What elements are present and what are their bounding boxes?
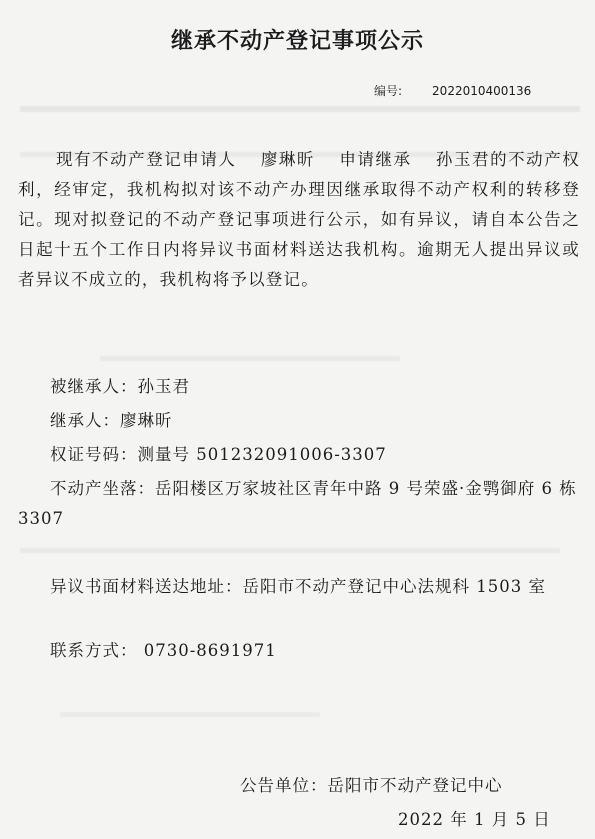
bleed-through-line (20, 548, 560, 553)
document-number (374, 82, 531, 99)
bleed-through-line (100, 356, 400, 361)
document-number-label: 编号: (374, 84, 403, 98)
applicant-name: 廖琳昕 (260, 150, 315, 169)
body-line1-prefix: 现有不动产登记申请人 (55, 150, 237, 169)
bleed-through-line (20, 106, 580, 112)
detail-cert-no: 权证号码：测量号 501232091006-3307 (50, 445, 387, 464)
bleed-through-line (60, 712, 320, 717)
decedent-name: 孙玉君 (435, 150, 491, 169)
detail-objection-address: 异议书面材料送达地址：岳阳市不动产登记中心法规科 1503 室 (50, 577, 546, 596)
document-number-value: 2022010400136 (432, 84, 532, 98)
issuer: 公告单位：岳阳市不动产登记中心 (240, 776, 503, 795)
detail-heir: 继承人：廖琳昕 (50, 411, 173, 430)
issue-date: 2022 年 1 月 5 日 (398, 810, 551, 829)
notice-body (18, 145, 580, 295)
page-title: 继承不动产登记事项公示 (170, 29, 424, 54)
body-rest: 的不动产权利，经审定，我机构拟对该不动产办理因继承取得不动产权利的转移登记。现对拟登记的不动产登记事项进行公示，如有异议，请自本公告之日起十五个工作日内将异议书面材料送达我机构。逾期无人提出异议或者异议不成立的，我机构将予以登记。 (18, 150, 580, 289)
body-line1-mid: 申请继承 (338, 150, 412, 169)
detail-contact: 联系方式： 0730-8691971 (50, 641, 277, 660)
detail-location: 不动产坐落：岳阳楼区万家坡社区青年中路 9 号荣盛·金鹗御府 6 栋 3307 (18, 479, 577, 528)
detail-decedent: 被继承人：孙玉君 (50, 377, 190, 396)
